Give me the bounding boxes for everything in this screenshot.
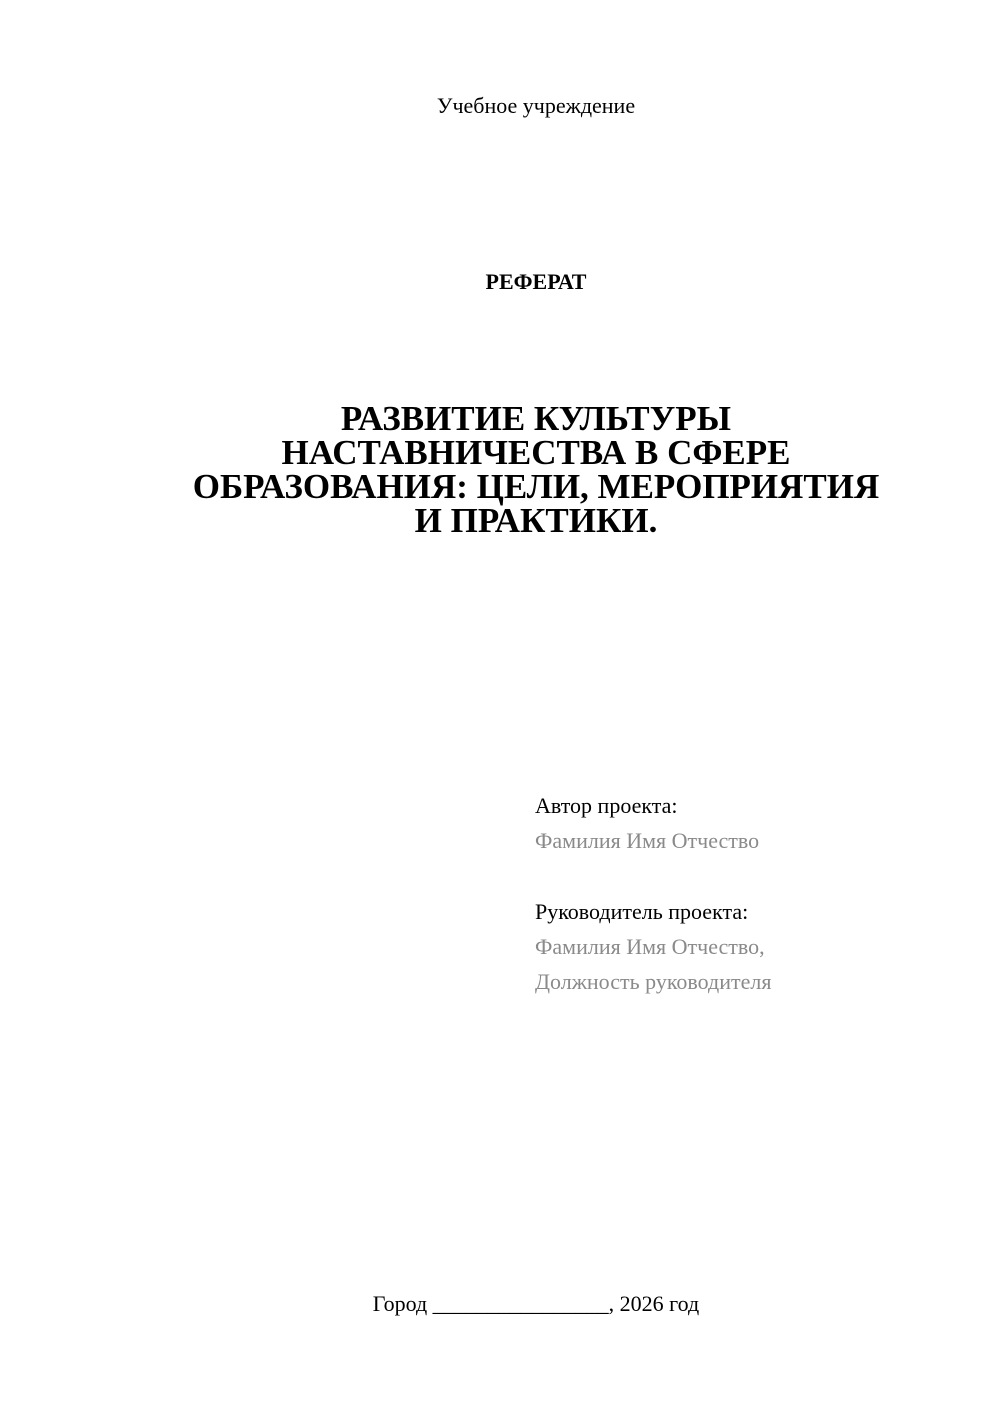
supervisor-label: Руководитель проекта: bbox=[535, 899, 749, 924]
city-year-line: Город ________________, 2026 год bbox=[372, 1291, 700, 1316]
title-line: РАЗВИТИЕ КУЛЬТУРЫ bbox=[340, 399, 732, 438]
author-name: Фамилия Имя Отчество bbox=[535, 828, 760, 853]
supervisor-block bbox=[535, 894, 975, 999]
title-line: ОБРАЗОВАНИЯ: ЦЕЛИ, МЕРОПРИЯТИЯ bbox=[192, 467, 880, 506]
supervisor-position: Должность руководителя bbox=[535, 969, 772, 994]
title-line: И ПРАКТИКИ. bbox=[414, 501, 658, 540]
author-block bbox=[535, 788, 975, 858]
document-type: РЕФЕРАТ bbox=[485, 269, 587, 294]
author-label: Автор проекта: bbox=[535, 793, 678, 818]
document-title bbox=[150, 399, 922, 540]
title-line: НАСТАВНИЧЕСТВА В СФЕРЕ bbox=[281, 433, 791, 472]
institution-name: Учебное учреждение bbox=[436, 93, 636, 118]
supervisor-name: Фамилия Имя Отчество, bbox=[535, 934, 765, 959]
